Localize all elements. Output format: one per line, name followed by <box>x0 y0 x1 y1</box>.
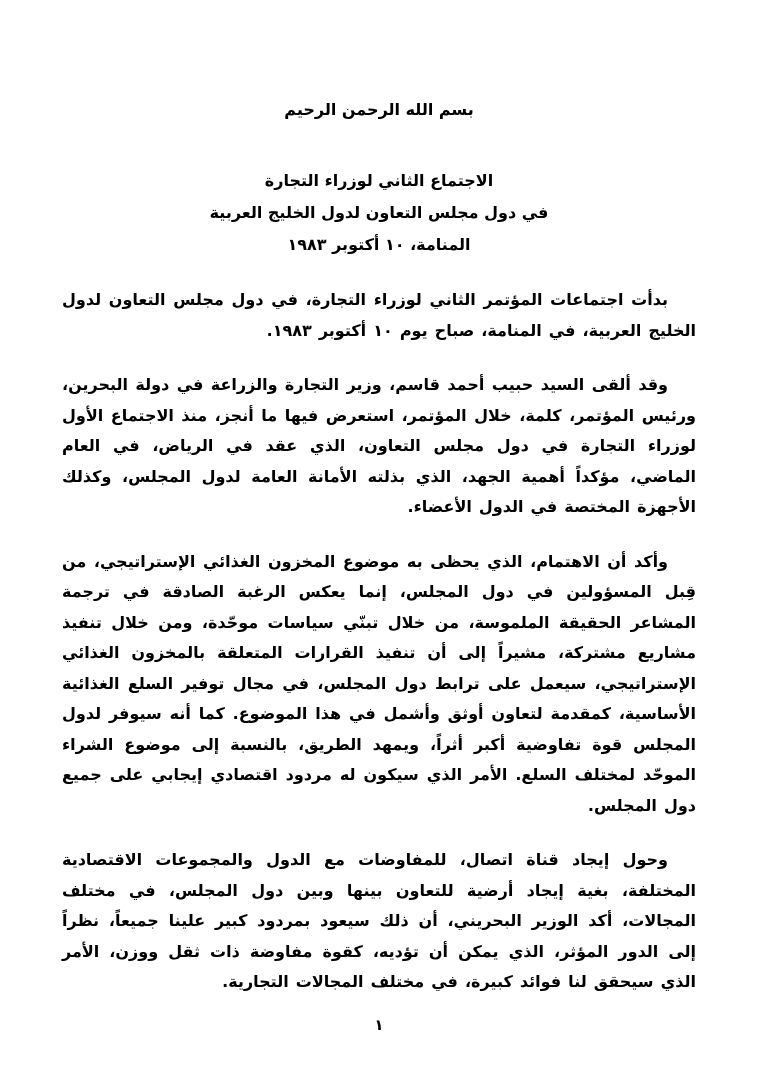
body-paragraph-3: وأكد أن الاهتمام، الذي يحظى به موضوع المخزون الغذائي الإستراتيجي، من قِبل المسؤولين في دول المجلس، إنما يعكس الرغبة الصادقة في ترجمة المشاعر الحقيقة الملموسة، من خلال تبنّي سياسات موحّدة، ومن خلال تنفيذ مشاريع مشتركة، مشيراً إلى أن تنفيذ القرارات المتعلقة بالمخزون الغذائي الإستراتيجي، سيعمل على ترابط دول المجلس، في مجال توفير السلع الغذائية الأساسية، كمقدمة لتعاون أوثق وأشمل في هذا الموضوع. كما أنه سيوفر لدول المجلس قوة تفاوضية أكبر أثراً، ويمهد الطريق، بالنسبة إلى موضوع الشراء الموحّد لمختلف السلع. الأمر الذي سيكون له مردود اقتصادي إيجابي على جميع دول المجلس. <box>62 551 696 815</box>
document-content <box>62 95 696 1022</box>
title-line-meeting: الاجتماع الثاني لوزراء التجارة <box>264 171 494 190</box>
body-paragraph-1: بدأت اجتماعات المؤتمر الثاني لوزراء التجارة، في دول مجلس التعاون لدول الخليج العربية، في المنامة، صباح يوم ١٠ أكتوبر ١٩٨٣. <box>62 290 696 340</box>
body-paragraph-2: وقد ألقى السيد حبيب أحمد قاسم، وزير التجارة والزراعة في دولة البحرين، ورئيس المؤتمر، كلمة، خلال المؤتمر، استعرض فيها ما أنجز، منذ الاجتماع الأول لوزراء التجارة في دول مجلس التعاون، الذي عقد في الرياض، في العام الماضي، مؤكداً أهمية الجهد، الذي بذلته الأمانة العامة لدول المجلس، وكذلك الأجهزة المختصة في الدول الأعضاء. <box>62 375 696 516</box>
body-paragraph-4: وحول إيجاد قناة اتصال، للمفاوضات مع الدول والمجموعات الاقتصادية المختلفة، بغية إيجاد أرضية للتعاون بينها وبين دول المجلس، في مختلف المجالات، أكد الوزير البحريني، أن ذلك سيعود بمردود كبير علينا جميعاً، نظراً إلى الدور المؤثر، الذي يمكن أن تؤديه، كقوة مفاوضة ذات ثقل ووزن، الأمر الذي سيحقق لنا فوائد كبيرة، في مختلف المجالات التجارية. <box>62 850 696 991</box>
document-title <box>62 165 696 261</box>
page-number: ١ <box>374 1016 384 1034</box>
basmala-text: بسم الله الرحمن الرحيم <box>284 100 474 119</box>
title-line-date-location: المنامة، ١٠ أكتوبر ١٩٨٣ <box>287 235 471 254</box>
title-line-council: في دول مجلس التعاون لدول الخليج العربية <box>209 203 549 222</box>
